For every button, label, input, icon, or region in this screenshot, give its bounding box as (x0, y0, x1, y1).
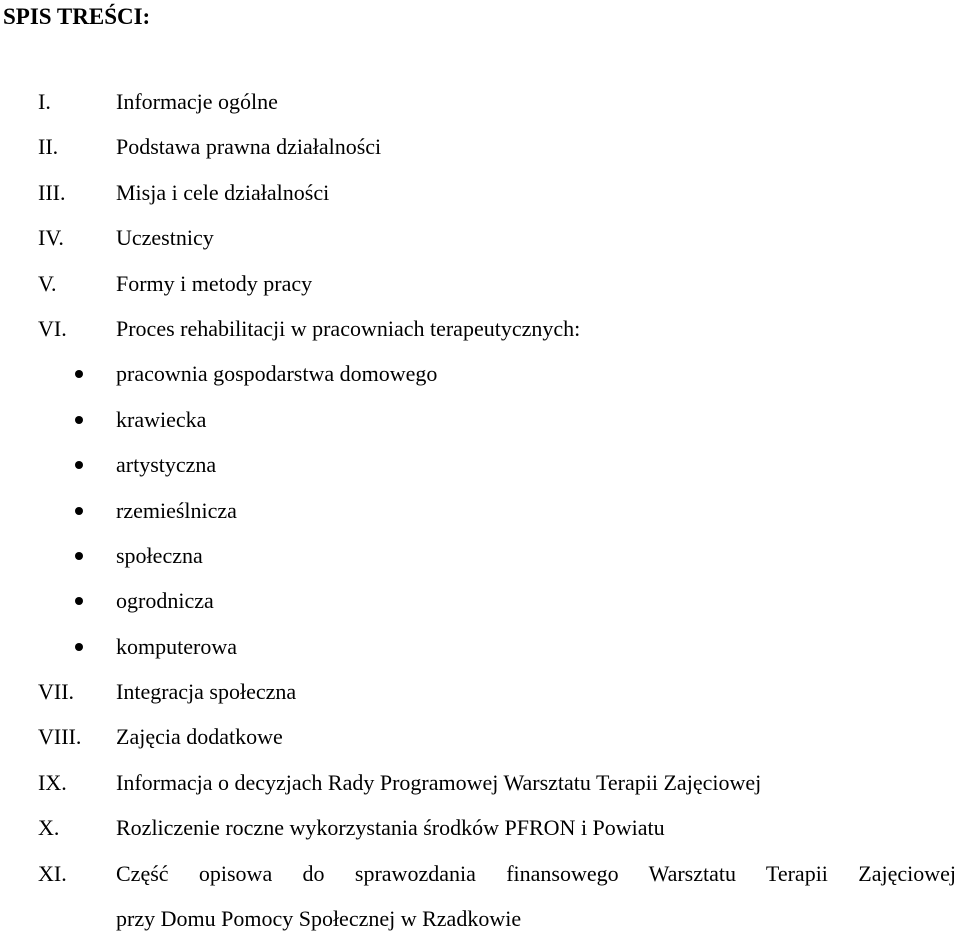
section-title: Formy i metody pracy (116, 270, 313, 296)
section-number: I. (38, 89, 51, 114)
toc-item (0, 178, 960, 223)
section-title: Informacje ogólne (116, 89, 278, 114)
workshop-name: pracownia gospodarstwa domowego (116, 361, 438, 387)
workshop-name: artystyczna (116, 452, 217, 478)
section-number: XI. (38, 860, 67, 886)
workshop-name: krawiecka (116, 406, 207, 432)
section-title: Podstawa prawna działalności (116, 134, 382, 160)
bullet-icon (75, 552, 83, 560)
toc-item (0, 859, 960, 904)
bullet-icon (75, 416, 83, 424)
toc-item (0, 813, 960, 858)
page-title: SPIS TREŚCI: (3, 4, 151, 29)
toc-item (0, 768, 960, 813)
section-number: V. (38, 270, 57, 296)
workshop-name: rzemieślnicza (116, 497, 237, 523)
toc-item (0, 677, 960, 722)
section-title: Uczestnicy (116, 225, 214, 251)
bullet-icon (75, 643, 83, 651)
section-number: IV. (38, 225, 64, 251)
section-title: Zajęcia dodatkowe (116, 724, 283, 750)
workshop-list-item (0, 450, 960, 495)
section-title-continuation: przy Domu Pomocy Społecznej w Rzadkowie (116, 906, 522, 932)
toc-item (0, 87, 960, 132)
table-of-contents (0, 87, 960, 949)
section-title: Integracja społeczna (116, 679, 297, 705)
workshop-name: ogrodnicza (116, 588, 214, 614)
bullet-icon (75, 507, 83, 515)
bullet-icon (75, 597, 83, 605)
workshop-name: komputerowa (116, 633, 237, 659)
workshop-list-item (0, 496, 960, 541)
section-title: Część opisowa do sprawozdania finansowego Warsztatu Terapii Zajęciowej (116, 860, 956, 886)
section-number: III. (38, 179, 66, 205)
section-title: Proces rehabilitacji w pracowniach terapeutycznych: (116, 315, 581, 341)
workshop-list-item (0, 359, 960, 404)
toc-item (0, 314, 960, 359)
workshop-name: społeczna (116, 542, 203, 568)
workshop-list-item (0, 405, 960, 450)
section-number: X. (38, 815, 60, 841)
section-title: Misja i cele działalności (116, 179, 330, 205)
section-number: VII. (38, 679, 75, 705)
workshop-list-item (0, 586, 960, 631)
section-number: VI. (38, 315, 67, 341)
toc-item (0, 722, 960, 767)
toc-item-continuation (0, 904, 960, 949)
section-title: Rozliczenie roczne wykorzystania środków PFRON i Powiatu (116, 815, 665, 841)
section-number: VIII. (38, 724, 82, 750)
bullet-icon (75, 370, 83, 378)
toc-item (0, 223, 960, 268)
toc-item (0, 132, 960, 177)
section-number: IX. (38, 769, 67, 795)
toc-item (0, 269, 960, 314)
section-title: Informacja o decyzjach Rady Programowej Warsztatu Terapii Zajęciowej (116, 769, 762, 795)
workshop-list-item (0, 632, 960, 677)
workshop-list-item (0, 541, 960, 586)
section-number: II. (38, 134, 59, 160)
bullet-icon (75, 461, 83, 469)
